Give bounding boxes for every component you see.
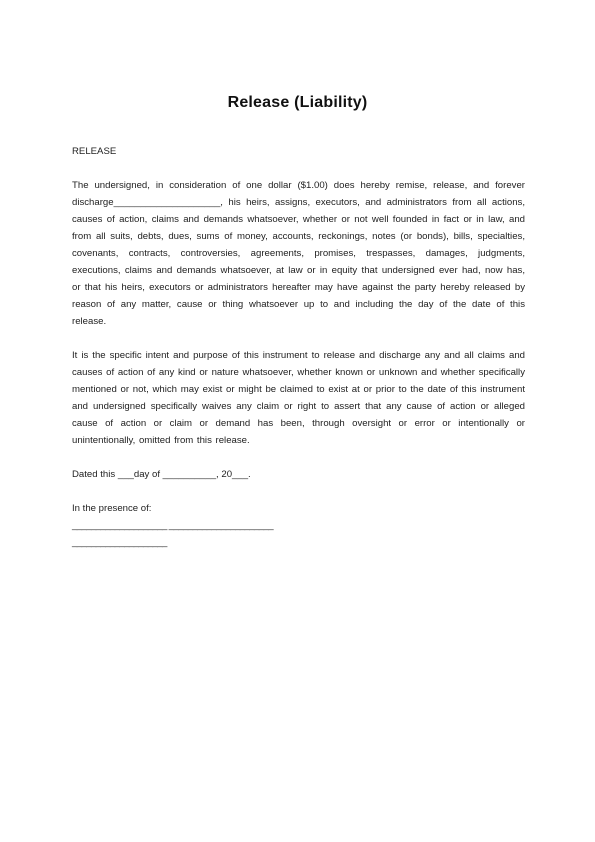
document-body — [72, 143, 525, 551]
intent-paragraph: It is the specific intent and purpose of this instrument to release and discharge any and all claims and causes of action of any kind or nature whatsoever, whether known or unknown and whether specifically mentioned or not, which may exist or might be claimed to exist at or prior to the date of this instrument and undersigned specifically waives any claim or right to assert that any cause of action or alleged cause of action or claim or demand has been, through oversight or error or intentionally or unintentionally, omitted from this release. — [72, 350, 525, 446]
dated-line: Dated this ___day of __________, 20___. — [72, 469, 251, 480]
section-heading: RELEASE — [72, 146, 117, 157]
release-paragraph: The undersigned, in consideration of one dollar ($1.00) does hereby remise, release, and forever discharge____________________, his heirs, assigns, executors, and administrators from all actions, causes of action, claims and demands whatsoever, whether or not well founded in fact or in law, and from all suits, debts, dues, sums of money, accounts, reckonings, notes (or bonds), bills, specialties, covenants, contracts, controversies, agreements, promises, trespasses, damages, judgments, executions, claims and demands whatsoever, at law or in equity that undersigned ever had, now has, or that his heirs, executors or administrators hereafter may have against the party hereby released by reason of any matter, cause or thing whatsoever up to and including the day of the date of this release. — [72, 180, 525, 327]
signature-line: ____________________ — [72, 537, 167, 548]
signature-line: ____________________ ______________________ — [72, 520, 273, 531]
document-title: Release (Liability) — [227, 94, 368, 111]
presence-label: In the presence of: — [72, 503, 152, 514]
signature-lines — [72, 517, 525, 551]
